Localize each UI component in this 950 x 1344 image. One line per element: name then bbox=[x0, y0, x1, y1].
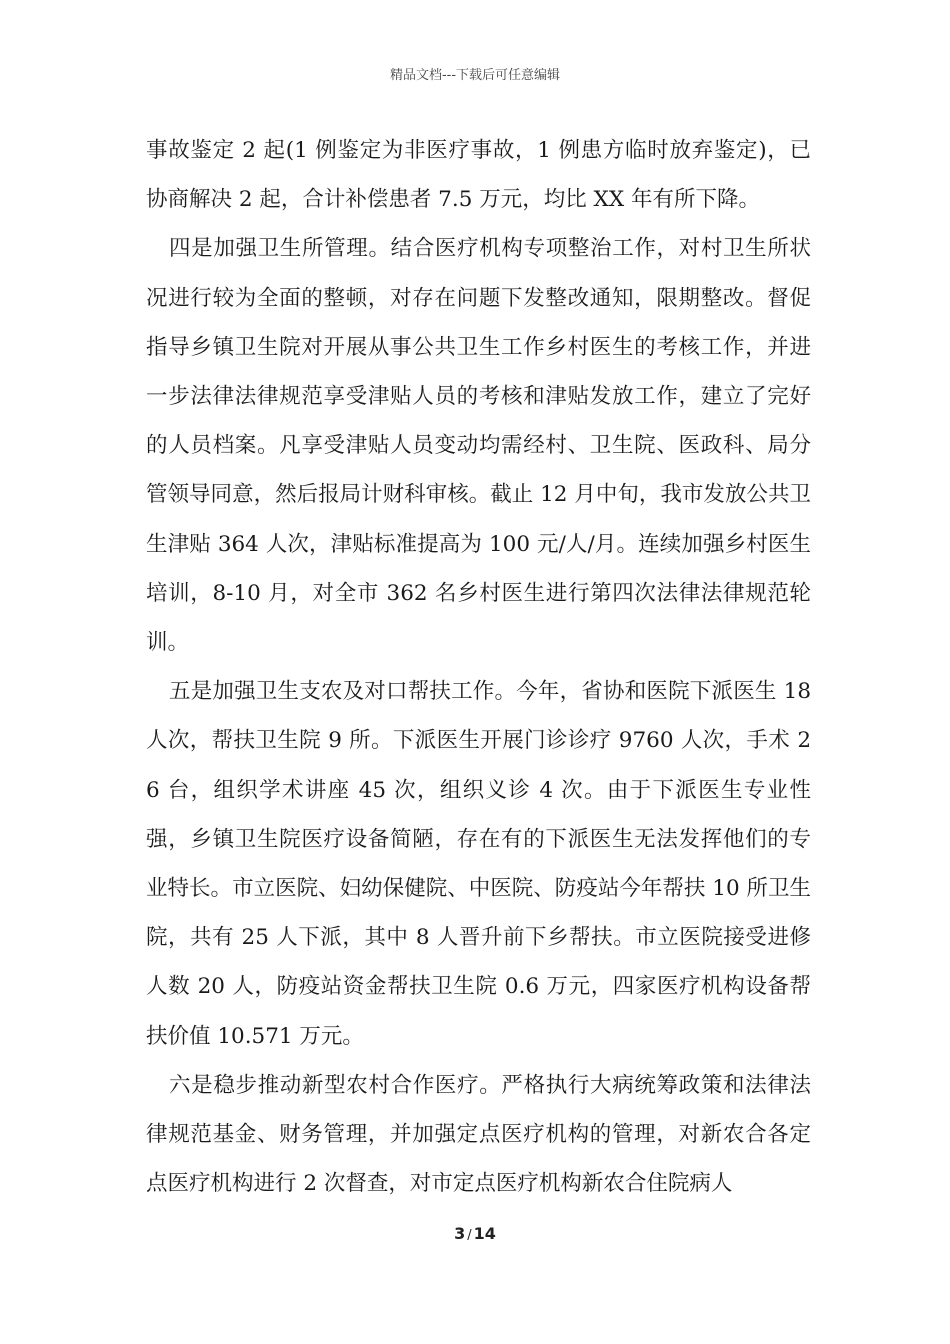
document-body bbox=[146, 126, 811, 1208]
paragraph-2: 四是加强卫生所管理。结合医疗机构专项整治工作，对村卫生所状况进行较为全面的整顿，对存在问题下发整改通知，限期整改。督促指导乡镇卫生院对开展从事公共卫生工作乡村医生的考核工作，并进一步法律法律规范享受津贴人员的考核和津贴发放工作，建立了完好的人员档案。凡享受津贴人员变动均需经村、卫生院、医政科、局分管领导同意，然后报局计财科审核。截止 12 月中旬，我市发放公共卫生津贴 364 人次，津贴标准提高为 100 元/人/月。连续加强乡村医生培训，8-10 月，对全市 362 名乡村医生进行第四次法律法律规范轮训。 bbox=[146, 236, 811, 656]
page-header: 精品文档---下载后可任意编辑 bbox=[389, 68, 561, 83]
paragraph-1: 事故鉴定 2 起(1 例鉴定为非医疗事故，1 例患方临时放弃鉴定)，已协商解决 2 起，合计补偿患者 7.5 万元，均比 XX 年有所下降。 bbox=[146, 138, 811, 213]
page-number-separator: / bbox=[467, 1228, 472, 1243]
current-page-number: 3 bbox=[454, 1224, 466, 1243]
paragraph-4: 六是稳步推动新型农村合作医疗。严格执行大病统筹政策和法律法律规范基金、财务管理，并加强定点医疗机构的管理，对新农合各定点医疗机构进行 2 次督查，对市定点医疗机构新农合住院病人 bbox=[146, 1072, 811, 1197]
page-number bbox=[0, 1224, 950, 1243]
total-page-count: 14 bbox=[473, 1224, 496, 1243]
paragraph-3: 五是加强卫生支农及对口帮扶工作。今年，省协和医院下派医生 18 人次，帮扶卫生院 9 所。下派医生开展门诊诊疗 9760 人次，手术 26 台，组织学术讲座 45 次，组织义诊 4 次。由于下派医生专业性强，乡镇卫生院医疗设备简陋，存在有的下派医生无法发挥他们的专业特长。市立医院、妇幼保健院、中医院、防疫站今年帮扶 10 所卫生院，共有 25 人下派，其中 8 人晋升前下乡帮扶。市立医院接受进修人数 20 人，防疫站资金帮扶卫生院 0.6 万元，四家医疗机构设备帮扶价值 10.571 万元。 bbox=[146, 679, 811, 1049]
